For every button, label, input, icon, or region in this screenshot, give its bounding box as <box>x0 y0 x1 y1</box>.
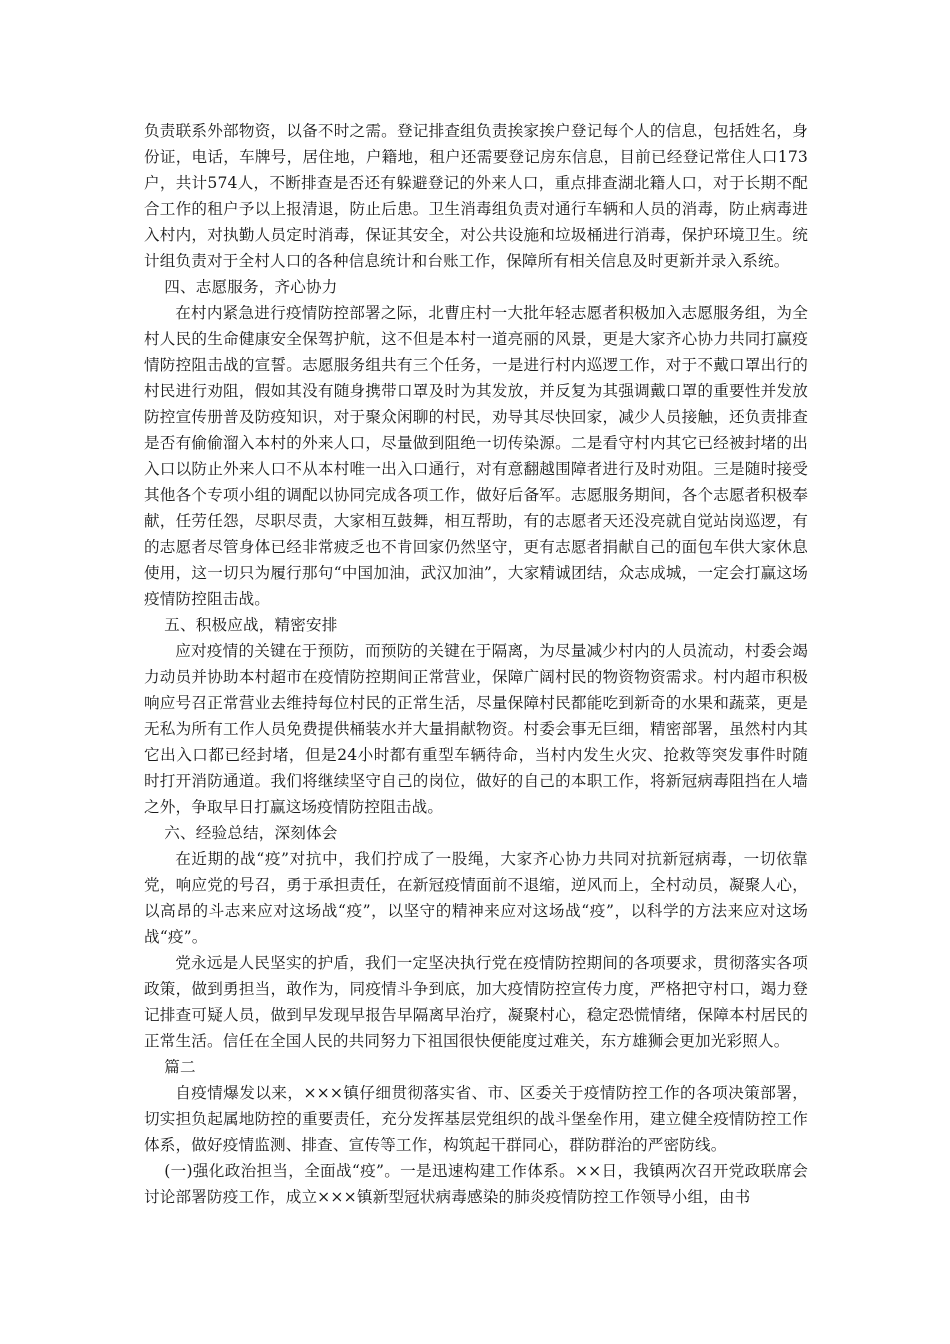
paragraph-volunteer-service: 在村内紧急进行疫情防控部署之际，北曹庄村一大批年轻志愿者积极加入志愿服务组，为全村人民的生命健康安全保驾护航，这不但是本村一道亮丽的风景，更是大家齐心协力共同打赢疫情防控阻击战的宣誓。志愿服务组共有三个任务，一是进行村内巡逻工作，对于不戴口罩出行的村民进行劝阻，假如其没有随身携带口罩及时为其发放，并反复为其强调戴口罩的重要性并发放防控宣传册普及防疫知识，对于聚众闲聊的村民，劝导其尽快回家，减少人员接触，还负责排查是否有偷偷溜入本村的外来人口，尽量做到阻绝一切传染源。二是看守村内其它已经被封堵的出入口以防止外来人口不从本村唯一出入口通行，对有意翻越围障者进行及时劝阻。三是随时接受其他各个专项小组的调配以协同完成各项工作，做好后备军。志愿服务期间，各个志愿者积极奉献，任劳任怨，尽职尽责，大家相互鼓舞，相互帮助，有的志愿者天还没亮就自觉站岗巡逻，有的志愿者尽管身体已经非常疲乏也不肯回家仍然坚守，更有志愿者捐献自己的面包车供大家休息使用，这一切只为履行那句“中国加油，武汉加油”，大家精诚团结，众志成城，一定会打赢这场疫情防控阻击战。 <box>144 304 808 608</box>
paragraph-experience-summary-1: 在近期的战“疫”对抗中，我们拧成了一股绳，大家齐心协力共同对抗新冠病毒，一切依靠党，响应党的号召，勇于承担责任，在新冠疫情面前不退缩，逆风而上，全村动员，凝聚人心，以高昂的斗志来应对这场战“疫”，以坚守的精神来应对这场战“疫”，以科学的方法来应对这场战“疫”。 <box>144 850 808 946</box>
document-page <box>144 118 808 1210</box>
paragraph-active-response: 应对疫情的关键在于预防，而预防的关键在于隔离，为尽量减少村内的人员流动，村委会竭力动员并协助本村超市在疫情防控期间正常营业，保障广阔村民的物资物资需求。村内超市积极响应号召正常营业去维持每位村民的正常生活，尽量保障村民都能吃到新奇的水果和蔬菜，更是无私为所有工作人员免费提供桶装水并大量捐献物资。村委会事无巨细，精密部署，虽然村内其它出入口都已经封堵，但是24小时都有重型车辆待命，当村内发生火灾、抢救等突发事件时随时打开消防通道。我们将继续坚守自己的岗位，做好的自己的本职工作，将新冠病毒阻挡在人墙之外，争取早日打赢这场疫情防控阻击战。 <box>144 642 808 816</box>
section-heading-part-two: 篇二 <box>164 1058 196 1076</box>
section-heading-experience-summary: 六、经验总结，深刻体会 <box>164 824 338 842</box>
section-heading-volunteer-service: 四、志愿服务，齐心协力 <box>164 278 338 296</box>
section-heading-active-response: 五、积极应战，精密安排 <box>164 616 338 634</box>
paragraph-continuation: 负责联系外部物资，以备不时之需。登记排查组负责挨家挨户登记每个人的信息，包括姓名，身份证，电话，车牌号，居住地，户籍地，租户还需要登记房东信息，目前已经登记常住人口173户，共计574人，不断排查是否还有躲避登记的外来人口，重点排查湖北籍人口，对于长期不配合工作的租户予以上报清退，防止后患。卫生消毒组负责对通行车辆和人员的消毒，防止病毒进入村内，对执勤人员定时消毒，保证其安全，对公共设施和垃圾桶进行消毒，保护环境卫生。统计组负责对于全村人口的各种信息统计和台账工作，保障所有相关信息及时更新并录入系统。 <box>144 122 808 270</box>
paragraph-political-responsibility: (一)强化政治担当，全面战“疫”。一是迅速构建工作体系。××日，我镇两次召开党政联席会讨论部署防疫工作，成立×××镇新型冠状病毒感染的肺炎疫情防控工作领导小组，由书 <box>144 1162 808 1206</box>
paragraph-part-two-intro: 自疫情爆发以来，×××镇仔细贯彻落实省、市、区委关于疫情防控工作的各项决策部署，切实担负起属地防控的重要责任，充分发挥基层党组织的战斗堡垒作用，建立健全疫情防控工作体系，做好疫情监测、排查、宣传等工作，构筑起干群同心，群防群治的严密防线。 <box>144 1084 808 1154</box>
paragraph-experience-summary-2: 党永远是人民坚实的护盾，我们一定坚决执行党在疫情防控期间的各项要求，贯彻落实各项政策，做到勇担当，敢作为，同疫情斗争到底，加大疫情防控宣传力度，严格把守村口，竭力登记排查可疑人员，做到早发现早报告早隔离早治疗，凝聚村心，稳定恐慌情绪，保障本村居民的正常生活。信任在全国人民的共同努力下祖国很快便能度过难关，东方雄狮会更加光彩照人。 <box>144 954 808 1050</box>
